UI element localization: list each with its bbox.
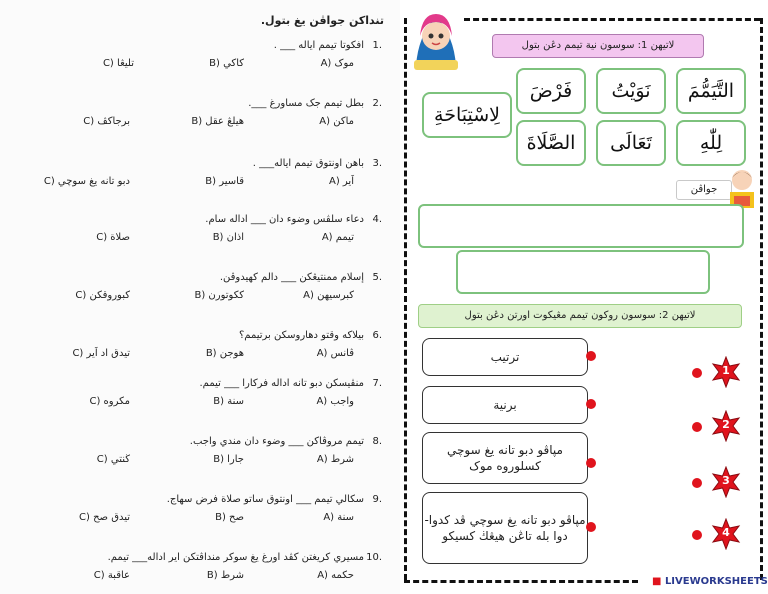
word-tile-listibahati[interactable]: لِاسْتِبَاحَةِ	[422, 92, 512, 138]
option-a: A) حکمه	[317, 570, 354, 581]
question-number: 6.	[372, 330, 382, 341]
option-b: B) هوجن	[205, 348, 244, 359]
match-dot-right[interactable]	[692, 422, 702, 432]
question-stem: باهن اونتوق تيمم اياله___ .	[252, 158, 364, 169]
star-number: 1	[722, 364, 730, 377]
match-item-sapu-tangan[interactable]: مپاڤو دبو تانه يغ سوچي ڤد کدوا-دوا بله تاڠن هيڠڬ کسيکو	[422, 492, 588, 564]
option-c: C) برجاکڤ	[83, 116, 130, 127]
match-item-berniat[interactable]: برنية	[422, 386, 588, 424]
question-stem: إسلام ممنتيڠکن ___ دالم کهيدوڤن.	[219, 272, 364, 283]
option-b: B) سنة	[213, 396, 244, 407]
star-number: 3	[722, 474, 730, 487]
option-c: C) عاقبة	[93, 570, 130, 581]
match-dot-left[interactable]	[586, 458, 596, 468]
option-a: A) شرط	[316, 454, 354, 465]
question-number: 9.	[372, 494, 382, 505]
option-b: B) جارا	[213, 454, 244, 465]
option-b: B) ککوتورن	[194, 290, 244, 301]
option-c: C) مکروه	[89, 396, 130, 407]
word-tile-lillahi[interactable]: لِلّٰهِ	[676, 120, 746, 166]
option-b: B) شرط	[206, 570, 244, 581]
option-c: C) کبوروقکن	[75, 290, 130, 301]
border-left	[404, 18, 407, 580]
option-a: A) موک	[320, 58, 354, 69]
question-stem: بطل تيمم جک مساورغ ___.	[248, 98, 364, 109]
match-item-sapu-muka[interactable]: مپاڤو دبو تانه يغ سوچي کسلوروه موک	[422, 432, 588, 484]
border-bottom	[404, 580, 638, 583]
question-stem: منڤيسکن دبو تانه اداله فرکارا ___ تيمم.	[199, 378, 364, 389]
hijab-girl-avatar-icon	[408, 6, 464, 72]
word-tile-fardha[interactable]: فَرْضَ	[516, 68, 586, 114]
question-stem: تيمم مروڤاکن ___ وضوء دان مندي واجب.	[189, 436, 364, 447]
option-c: C) دبو تانه يغ سوچي	[43, 176, 130, 187]
option-c: C) تيدق اد اَير	[72, 348, 130, 359]
option-a: A) سنة	[323, 512, 354, 523]
question-number: 5.	[372, 272, 382, 283]
question-number: 4.	[372, 214, 382, 225]
question-stem: افکوتا تيمم اياله ___ .	[273, 40, 364, 51]
option-a: A) تيمم	[321, 232, 354, 243]
question-stem: سکالي تيمم ___ اونتوق ساتو صلاة فرض سهاج.	[166, 494, 364, 505]
answer-label: جواڤن	[676, 180, 732, 200]
question-stem: مسيري کريغتن کڤد اورغ يغ سوکر منداڤتکن اير اداله___ تيمم.	[107, 552, 364, 563]
question-number: 8.	[372, 436, 382, 447]
option-a: A) اَير	[328, 176, 354, 187]
number-star-1	[710, 356, 742, 388]
option-a: A) کبرسيهن	[303, 290, 354, 301]
option-a: A) ماکن	[319, 116, 354, 127]
option-b: B) صح	[215, 512, 244, 523]
word-tile-assolata[interactable]: الصَّلَاةَ	[516, 120, 586, 166]
worksheet-instruction: تندا‌کن جواڤن يغ بتول.	[260, 14, 384, 27]
option-b: B) کاکي	[209, 58, 244, 69]
option-c: C) ڬنتي	[96, 454, 130, 465]
number-star-2	[710, 410, 742, 442]
question-number: 2.	[372, 98, 382, 109]
option-c: C) تليڠا	[102, 58, 134, 69]
option-a: A) واجب	[316, 396, 354, 407]
star-number: 4	[722, 526, 730, 539]
match-item-tertib[interactable]: ترتيب	[422, 338, 588, 376]
answer-drop-zone-2[interactable]	[456, 250, 710, 294]
question-stem: دعاء سلڤس وضوء دان ___ اداله سام.	[205, 214, 364, 225]
match-dot-left[interactable]	[586, 399, 596, 409]
question-stem: بيلاکه وقتو دهاروسکن برتيمم؟	[238, 330, 364, 341]
option-b: B) قاسير	[205, 176, 244, 187]
option-c: C) تيدق صح	[79, 512, 130, 523]
border-right	[760, 18, 763, 580]
question-number: 1.	[372, 40, 382, 51]
option-b: B) اذان	[212, 232, 244, 243]
question-number: 3.	[372, 158, 382, 169]
answer-drop-zone-1[interactable]	[418, 204, 744, 248]
activity-panel	[404, 0, 768, 594]
option-a: A) ڤانس	[316, 348, 354, 359]
word-tile-taala[interactable]: تَعَالَى	[596, 120, 666, 166]
number-star-3	[710, 466, 742, 498]
option-c: C) صلاة	[96, 232, 130, 243]
match-dot-right[interactable]	[692, 368, 702, 378]
logo-text: LIVEWORKSHEETS	[664, 576, 768, 587]
match-dot-left[interactable]	[586, 351, 596, 361]
match-dot-right[interactable]	[692, 478, 702, 488]
logo-mark-icon: ■	[652, 576, 662, 587]
question-number: 10.	[366, 552, 382, 563]
activity2-title: لاتيهن 2: سوسون روکون تيمم مڠيکوت اورتن دڠن بتول	[418, 304, 742, 328]
liveworksheets-logo[interactable]	[652, 576, 768, 587]
match-dot-left[interactable]	[586, 522, 596, 532]
border-top	[464, 18, 760, 21]
word-tile-attayammum[interactable]: التَّيَمُّمَ	[676, 68, 746, 114]
match-dot-right[interactable]	[692, 530, 702, 540]
question-number: 7.	[372, 378, 382, 389]
star-number: 2	[722, 418, 730, 431]
number-star-4	[710, 518, 742, 550]
option-b: B) هيلڠ عقل	[191, 116, 244, 127]
word-tile-nawaitu[interactable]: نَوَيْتُ	[596, 68, 666, 114]
activity1-title: لاتيهن 1: سوسون نية تيمم دڠن بتول	[492, 34, 704, 58]
